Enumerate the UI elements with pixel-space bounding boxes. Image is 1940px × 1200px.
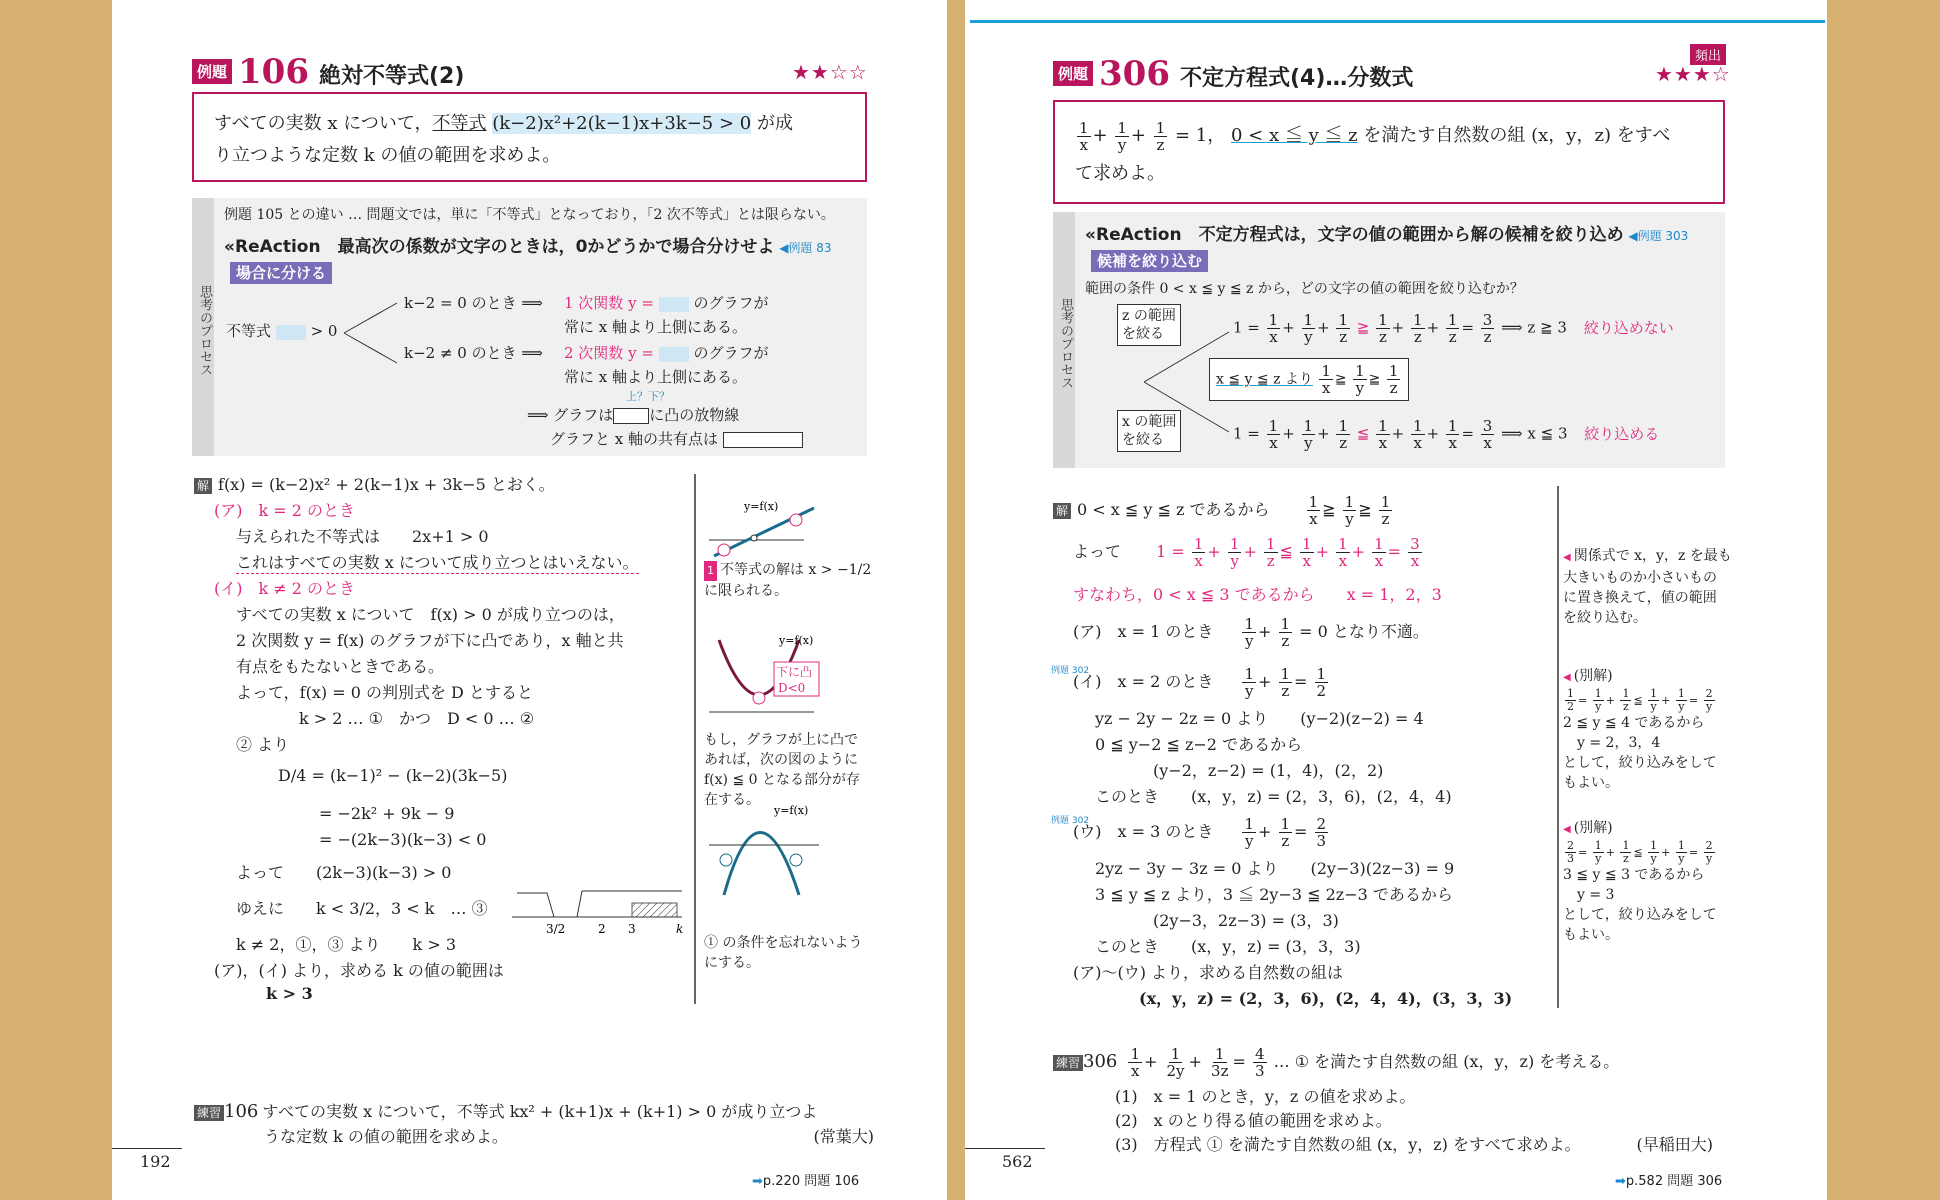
- practice-l1: すべての実数 x について，不等式 kx² + (k+1)x + (k+1) > 0 が成り立つよ: [262, 1102, 818, 1121]
- process-tag-row: [230, 262, 332, 283]
- frac: $\frac{4}{3}$: [1255, 1045, 1265, 1080]
- page-number-rule: [112, 1148, 182, 1149]
- case2-result: [564, 342, 768, 363]
- vertical-divider: [1557, 486, 1559, 1008]
- case2-result-c: 常に x 軸より上側にある。: [564, 368, 747, 386]
- thinking-process: [192, 198, 867, 456]
- n3d: もよい。: [1563, 927, 1619, 943]
- frac: $\frac{1}{x}$: [1130, 1045, 1141, 1080]
- n2b: y = 2，3，4: [1577, 735, 1661, 751]
- footer-ref-text: p.220 問題 106: [762, 1174, 860, 1189]
- page-number-rule: [965, 1148, 1045, 1149]
- graph3-label: y=f(x): [774, 804, 809, 817]
- practice-l2: うな定数 k の値の範囲を求めよ。: [264, 1127, 508, 1146]
- ineq-text: 不等式: [226, 322, 272, 340]
- problem-box: [1053, 100, 1725, 204]
- sol-l17: k ≠ 2，①，③ より k > 3: [236, 935, 456, 954]
- sol-l6: すべての実数 x について f(x) > 0 が成り立つのは，: [236, 605, 625, 624]
- sol-l12: 3 ≦ y ≦ z より，3 ≦ 2y−3 ≦ 2z−3 であるから: [1095, 885, 1453, 904]
- sol-l15: (ア)～(ウ) より，求める自然数の組は: [1073, 963, 1344, 982]
- sol-l14: = −(2k−3)(k−3) < 0: [319, 830, 487, 849]
- problem-expression: (k−2)x²+2(k−1)x+3k−5 > 0: [492, 113, 752, 134]
- reaction-line: [1085, 220, 1688, 245]
- solution-tag: 解: [1053, 503, 1071, 519]
- frac-1-x: $\frac{1}{x}$: [1079, 118, 1089, 154]
- practice-source: (常葉大): [813, 1127, 874, 1146]
- process-question: 範囲の条件 0 < x ≦ y ≦ z から，どの文字の値の範囲を絞り込むか？: [1085, 281, 1524, 297]
- bottom-result: ⟹ x ≦ 3: [1501, 424, 1568, 443]
- top-equation: 1 = $\frac{1}{x}$ + $\frac{1}{y}$ + $\frac{1}{z}$ ≧ $\frac{1}{z}$ + $\frac{1}{z}$ + $\frac{1}{z}$ = $\frac{3}{z}$ ⟹ z ≧ 3 絞り込めない: [1233, 311, 1674, 346]
- case2-res-a: 2 次関数 y =: [564, 344, 654, 362]
- sol-l19: k > 3: [266, 984, 313, 1003]
- footer-ref-text: p.582 問題 306: [1625, 1174, 1723, 1189]
- example-header: [1053, 54, 1413, 94]
- graph-cond1-text: ⟹ グラフは: [527, 406, 614, 424]
- frac: $\frac{1}{z}$: [1338, 417, 1348, 452]
- practice-num: 106: [224, 1101, 259, 1122]
- sol-l13: = −2k² + 9k − 9: [319, 804, 455, 823]
- frac: $\frac{1}{x}$: [1413, 417, 1423, 452]
- frac: $\frac{2}{3}$: [1567, 839, 1574, 865]
- side-note-3: ◀ (別解) $\frac{2}{3}$ = $\frac{1}{y}$ + $\frac{1}{z}$ ≦ $\frac{1}{y}$ + $\frac{1}{y}$ = $\frac{2}{y}$ 3 ≦ y ≦ 3 であるから y = 3 として，絞り込みをして もよい。: [1563, 820, 1717, 943]
- sol-l15: よって (2k−3)(k−3) > 0: [236, 863, 452, 882]
- practice-q3-text: (3) 方程式 ① を満たす自然数の組 (x，y，z) をすべて求めよ。: [1115, 1135, 1581, 1154]
- top-result: ⟹ z ≧ 3: [1501, 318, 1567, 337]
- side-note-2: [704, 730, 860, 810]
- frac: $\frac{1}{y}$: [1244, 665, 1254, 700]
- frac: $\frac{3}{x}$: [1410, 535, 1420, 570]
- sol-l6: yz − 2y − 2z = 0 より (y−2)(z−2) = 4: [1095, 709, 1424, 728]
- sol-line-5: (イ) x = 2 のとき $\frac{1}{y}$ + $\frac{1}{z}$ = $\frac{1}{2}$: [1073, 665, 1327, 700]
- practice-l1: … ① を満たす自然数の組 (x，y，z) を考える。: [1273, 1052, 1620, 1071]
- n3b: y = 3: [1577, 887, 1615, 903]
- frac: $\frac{1}{x}$: [1193, 535, 1204, 570]
- branch-lines: [342, 298, 402, 368]
- sol-l4b: = 0 となり不適。: [1299, 622, 1429, 641]
- z-box1: z の範囲: [1122, 308, 1176, 324]
- n1d: を絞り込む。: [1563, 610, 1647, 626]
- example-tag: 例題: [1053, 61, 1093, 86]
- frac: $\frac{3}{x}$: [1482, 417, 1493, 452]
- frac: $\frac{1}{z}$: [1280, 615, 1291, 650]
- frac: $\frac{1}{x}$: [1268, 311, 1279, 346]
- sol-l8: 有点をもたないときである。: [236, 657, 445, 676]
- right-page: [965, 0, 1827, 1200]
- graph1-label: y=f(x): [744, 500, 779, 513]
- top-blue-rule: [970, 20, 1825, 23]
- reaction-text: «ReAction 不定方程式は，文字の値の範囲から解の候補を絞り込め: [1085, 225, 1624, 245]
- case1: k−2 = 0 のとき ⟹: [404, 294, 543, 312]
- practice-q2: (2) x のとり得る値の範囲を求めよ。: [1115, 1111, 1392, 1130]
- note1b: に限られる。: [704, 583, 788, 599]
- example-header: [192, 52, 464, 92]
- sol-l5: (イ) x = 2 のとき: [1073, 672, 1214, 691]
- note3b: にする。: [704, 955, 760, 971]
- sol-l9: よって，f(x) = 0 の判別式を D とすると: [236, 683, 533, 702]
- mid-box: x ≦ y ≦ z より $\frac{1}{x}$ ≧ $\frac{1}{y}$ ≧ $\frac{1}{z}$: [1209, 358, 1409, 401]
- frac: $\frac{1}{y}$: [1244, 815, 1254, 850]
- solution-block: [194, 470, 694, 1030]
- practice-num: 306: [1083, 1051, 1118, 1072]
- note2d: 在する。: [704, 792, 760, 808]
- side-note-2: ◀ (別解) $\frac{1}{2}$ = $\frac{1}{y}$ + $\frac{1}{z}$ ≦ $\frac{1}{y}$ + $\frac{1}{y}$ = $\frac{2}{y}$ 2 ≦ y ≦ 4 であるから y = 2，3，4 として，絞り込みをして もよい。: [1563, 668, 1717, 791]
- blank-box: [659, 297, 689, 312]
- reaction-ref[interactable]: ◀例題 83: [779, 241, 832, 255]
- frac: $\frac{1}{x}$: [1338, 535, 1348, 570]
- sol-line-10: (ウ) x = 3 のとき $\frac{1}{y}$ + $\frac{1}{z}$ = $\frac{2}{3}$: [1073, 815, 1327, 850]
- frac: $\frac{3}{z}$: [1482, 311, 1493, 346]
- practice-q1: (1) x = 1 のとき，y，z の値を求めよ。: [1115, 1087, 1416, 1106]
- frac: $\frac{1}{z}$: [1338, 311, 1348, 346]
- practice-tag: 練習: [194, 1105, 224, 1121]
- frac: $\frac{1}{y}$: [1244, 615, 1254, 650]
- frac: $\frac{2}{y}$: [1705, 687, 1713, 713]
- sol-l16: (x，y，z) = (2，3，6)，(2，4，4)，(3，3，3): [1139, 989, 1513, 1008]
- problem-box: [192, 92, 867, 182]
- reaction-line: [224, 232, 832, 257]
- problem-text: り立つような定数 k の値の範囲を求めよ。: [214, 145, 561, 166]
- bottom-equation: 1 = $\frac{1}{x}$ + $\frac{1}{y}$ + $\frac{1}{z}$ ≦ $\frac{1}{x}$ + $\frac{1}{x}$ + $\frac{1}{x}$ = $\frac{3}{x}$ ⟹ x ≦ 3 絞り込める: [1233, 417, 1660, 452]
- sol-l16: ゆえに k < 3/2，3 < k … ③: [236, 899, 488, 918]
- graph-cond2: [550, 428, 803, 449]
- sol-line-1: [194, 472, 555, 495]
- n2d: もよい。: [1563, 775, 1619, 791]
- frac: $\frac{1}{2}$: [1567, 687, 1574, 713]
- blank-box: [276, 325, 306, 340]
- case1-res-b: のグラフが: [693, 294, 769, 312]
- example-title: 不定方程式(4)…分数式: [1180, 66, 1414, 91]
- example-number: 106: [238, 52, 309, 92]
- page-number: 562: [1002, 1152, 1033, 1171]
- practice-q3: [1053, 1133, 1713, 1157]
- frac: $\frac{1}{z}$: [1622, 687, 1630, 713]
- problem-rest: を満たす自然数の組 (x，y，z) をすべ: [1363, 125, 1671, 146]
- sol-l7: 2 次関数 y = f(x) のグラフが下に凸であり，x 軸と共: [236, 631, 624, 650]
- blank-box: [723, 432, 803, 448]
- sol-l2: (ア) k = 2 のとき: [214, 501, 356, 520]
- n3-title: (別解): [1573, 820, 1613, 836]
- case2-res-b: のグラフが: [693, 344, 769, 362]
- frac: $\frac{1}{x}$: [1378, 417, 1388, 452]
- process-tag-row: [1091, 250, 1208, 271]
- frac: $\frac{1}{z}$: [1378, 311, 1388, 346]
- sol-line-1: 解 0 < x ≦ y ≦ z であるから $\frac{1}{x}$ ≧ $\frac{1}{y}$ ≧ $\frac{1}{z}$: [1053, 494, 1394, 527]
- frac: $\frac{1}{y}$: [1229, 535, 1240, 570]
- n2c: として，絞り込みをして: [1563, 755, 1717, 771]
- note2b: あれば，次の図のように: [704, 752, 858, 768]
- solution-tag: 解: [194, 478, 212, 494]
- graph2-box1: 下に凸: [776, 665, 813, 679]
- process-tab: 思考のプロセス: [192, 198, 214, 456]
- n2a: 2 ≦ y ≦ 4 であるから: [1563, 715, 1705, 731]
- note-badge: 1: [704, 561, 717, 581]
- frac: $\frac{1}{y}$: [1677, 687, 1685, 713]
- number-line: [512, 885, 692, 945]
- practice-block: [1053, 1040, 1713, 1157]
- frac: $\frac{1}{y}$: [1650, 687, 1658, 713]
- sol-l2a: よって: [1073, 542, 1122, 561]
- n1a: 関係式で x，y，z を最も: [1573, 548, 1732, 564]
- footer-ref[interactable]: ➡p.582 問題 306: [1615, 1174, 1723, 1189]
- frac: $\frac{1}{2y}$: [1166, 1045, 1185, 1080]
- frac: $\frac{1}{y}$: [1594, 687, 1602, 713]
- updown-label: 上？下？: [626, 390, 670, 403]
- page-number: 192: [140, 1152, 171, 1171]
- problem-line1: $\frac{1}{x}$ + $\frac{1}{y}$ + $\frac{1}{z}$ = 1， 0 < x ≦ y ≦ z を満たす自然数の組 (x，y，z) をすべ: [1079, 118, 1671, 154]
- x-box2: を絞る: [1122, 432, 1164, 448]
- case1-result-c: 常に x 軸より上側にある。: [564, 318, 747, 336]
- side-note-1: ◀ 関係式で x，y，z を最も 大きいものか小さいもの に置き換えて，値の範囲 を絞り込む。: [1563, 548, 1732, 626]
- graph-cond2-text: グラフと x 軸の共有点は: [550, 430, 718, 448]
- reaction-text: «ReAction 最高次の係数が文字のときは，0かどうかで場合分けせよ: [224, 237, 775, 257]
- sol-line-4: (ア) x = 1 のとき $\frac{1}{y}$ + $\frac{1}{z}$ = 0 となり不適。: [1073, 615, 1429, 650]
- frac: $\frac{1}{z}$: [1413, 311, 1423, 346]
- frac: $\frac{1}{3z}$: [1211, 1045, 1229, 1080]
- side-note-3: [704, 933, 862, 973]
- frac: $\frac{1}{y}$: [1303, 311, 1314, 346]
- sol-l1: f(x) = (k−2)x² + 2(k−1)x + 3k−5 とおく。: [218, 475, 555, 494]
- graph-cond1: [527, 404, 739, 425]
- blank-box: [659, 347, 689, 362]
- case1-result: [564, 292, 768, 313]
- practice-source: (早稲田大): [1636, 1135, 1713, 1154]
- footer-ref[interactable]: ➡p.220 問題 106: [752, 1174, 860, 1189]
- case2: k−2 ≠ 0 のとき ⟹: [404, 344, 543, 362]
- frac: $\frac{1}{y}$: [1355, 362, 1365, 397]
- process-tab: 思考のプロセス: [1053, 212, 1075, 468]
- sol-l11: 2yz − 3y − 3z = 0 より (2y−3)(2z−3) = 9: [1095, 859, 1455, 878]
- frac: $\frac{1}{z}$: [1622, 839, 1630, 865]
- note2c: f(x) ≦ 0 となる部分が存: [704, 772, 860, 788]
- frac: $\frac{1}{2}$: [1316, 665, 1327, 700]
- reaction-ref[interactable]: ◀例題 303: [1628, 229, 1689, 243]
- example-number: 306: [1099, 54, 1170, 94]
- frac: $\frac{1}{x}$: [1447, 417, 1458, 452]
- sol-l13: (2y−3，2z−3) = (3，3): [1153, 911, 1339, 930]
- sol-l1: 0 < x ≦ y ≦ z であるから: [1077, 500, 1270, 519]
- frac: $\frac{1}{z}$: [1388, 362, 1399, 397]
- frac: $\frac{1}{z}$: [1447, 311, 1458, 346]
- solution-block: [1053, 486, 1563, 1016]
- n1c: に置き換えて，値の範囲: [1563, 590, 1717, 606]
- sol-l4: これはすべての実数 x について成り立つとはいえない。: [236, 550, 639, 574]
- practice-line1: [194, 1100, 874, 1125]
- sol-l11: ② より: [236, 735, 290, 754]
- ineq-gt: > 0: [310, 322, 338, 340]
- graph-up-convex: [704, 800, 824, 900]
- example-tag: 例題: [192, 59, 232, 84]
- sol-l3: すなわち，0 < x ≦ 3 であるから x = 1，2，3: [1073, 585, 1442, 604]
- case1-res-a: 1 次関数 y =: [564, 294, 654, 312]
- ref-tag-302[interactable]: 例題 302: [1051, 816, 1090, 826]
- mid-text: x ≦ y ≦ z より: [1216, 371, 1313, 388]
- difficulty-stars: ★★☆☆: [792, 60, 868, 84]
- problem-eq: = 1，: [1175, 125, 1226, 146]
- frac: $\frac{1}{z}$: [1280, 815, 1291, 850]
- nl-label-c: 3: [628, 922, 636, 936]
- graph-down-convex: [704, 630, 824, 725]
- frac: $\frac{1}{y}$: [1303, 417, 1314, 452]
- note3a: ① の条件を忘れないよう: [704, 935, 863, 951]
- blank-box: [613, 408, 649, 424]
- sol-l9: このとき (x，y，z) = (2，3，6)，(2，4，4): [1095, 787, 1452, 806]
- nl-label-b: 2: [598, 922, 606, 936]
- x-box1: x の範囲: [1122, 414, 1177, 430]
- frac-1-z: $\frac{1}{z}$: [1155, 118, 1166, 154]
- graph-linear: [704, 498, 819, 558]
- frac: $\frac{1}{x}$: [1302, 535, 1312, 570]
- frac: $\frac{1}{y}$: [1594, 839, 1602, 865]
- sol-l3: 与えられた不等式は 2x+1 > 0: [236, 527, 489, 546]
- thinking-process: [1053, 212, 1725, 468]
- frac: $\frac{1}{z}$: [1280, 665, 1291, 700]
- frac: $\frac{1}{x}$: [1308, 493, 1319, 528]
- sol-l14: このとき (x，y，z) = (3，3，3): [1095, 937, 1361, 956]
- nl-label-a: 3/2: [546, 922, 566, 936]
- frac: $\frac{1}{x}$: [1268, 417, 1279, 452]
- frac: $\frac{1}{z}$: [1265, 535, 1276, 570]
- practice-block: [194, 1100, 874, 1149]
- sol-l10: k > 2 … ① かつ D < 0 … ②: [299, 709, 535, 728]
- sol-l10: (ウ) x = 3 のとき: [1073, 822, 1214, 841]
- process-diff: 例題 105 との違い … 問題文では，単に「不等式」となっており，「2 次不等式」とは限らない。: [224, 207, 835, 223]
- sol-l18: (ア)，(イ) より，求める k の値の範囲は: [214, 961, 504, 980]
- n3a: 3 ≦ y ≦ 3 であるから: [1563, 867, 1705, 883]
- frac: $\frac{2}{y}$: [1705, 839, 1713, 865]
- problem-keyword: 不等式: [432, 113, 487, 134]
- graph2-label: y=f(x): [779, 634, 814, 647]
- problem-line2: て求めよ。: [1075, 163, 1165, 184]
- graph-cond1-text-b: に凸の放物線: [649, 406, 740, 424]
- practice-line1: 練習 306 $\frac{1}{x}$ + $\frac{1}{2y}$ + $\frac{1}{3z}$ = $\frac{4}{3}$ … ① を満たす自然数の組 (x，y，z) を考える。: [1053, 1040, 1713, 1085]
- ineq-label: [226, 320, 337, 341]
- z-box2: を絞る: [1122, 326, 1164, 342]
- frac: $\frac{1}{y}$: [1650, 839, 1658, 865]
- nl-label-k: k: [676, 922, 684, 936]
- side-note-1: [704, 560, 871, 601]
- frac: $\frac{1}{x}$: [1374, 535, 1384, 570]
- sol-line-2: よって 1 = $\frac{1}{x}$ + $\frac{1}{y}$ + $\frac{1}{z}$ ≦ $\frac{1}{x}$ + $\frac{1}{x}$ + $\frac{1}{x}$ = $\frac{3}{x}$: [1073, 535, 1420, 570]
- n2-title: (別解): [1573, 668, 1613, 684]
- ref-tag-302[interactable]: 例題 302: [1051, 666, 1090, 676]
- process-tag: 場合に分ける: [230, 262, 332, 284]
- frequent-badge: 頻出: [1690, 44, 1726, 65]
- bottom-note: 絞り込める: [1584, 424, 1660, 443]
- frac-1-y: $\frac{1}{y}$: [1117, 118, 1127, 154]
- problem-text: が成: [756, 113, 793, 134]
- sol-l12: D/4 = (k−1)² − (k−2)(3k−5): [278, 766, 508, 785]
- frac: $\frac{1}{y}$: [1344, 493, 1355, 528]
- left-page: [112, 0, 947, 1200]
- sol-l5: (イ) k ≠ 2 のとき: [214, 579, 356, 598]
- practice-line2: [194, 1125, 874, 1149]
- vertical-divider: [694, 474, 696, 1004]
- difficulty-stars: ★★★☆: [1655, 62, 1731, 86]
- top-note: 絞り込めない: [1583, 318, 1674, 337]
- note2a: もし，グラフが上に凸で: [704, 732, 858, 748]
- frac: $\frac{1}{y}$: [1677, 839, 1685, 865]
- example-title: 絶対不等式(2): [319, 64, 465, 89]
- process-tag: 候補を絞り込む: [1091, 250, 1208, 272]
- note1a: 不等式の解は x > −1/2: [720, 562, 872, 578]
- frac: $\frac{1}{z}$: [1380, 493, 1391, 528]
- problem-text: すべての実数 x について，: [214, 113, 433, 134]
- graph2-box2: D<0: [778, 681, 806, 695]
- practice-tag: 練習: [1053, 1055, 1083, 1071]
- sol-l4: (ア) x = 1 のとき: [1073, 622, 1214, 641]
- problem-cond: 0 < x ≦ y ≦ z: [1231, 125, 1358, 146]
- frac: $\frac{2}{3}$: [1316, 815, 1327, 850]
- frac: $\frac{1}{x}$: [1321, 362, 1331, 397]
- sol-l7: 0 ≦ y−2 ≦ z−2 であるから: [1095, 735, 1303, 754]
- n3c: として，絞り込みをして: [1563, 907, 1717, 923]
- sol-l8: (y−2，z−2) = (1，4)，(2，2): [1153, 761, 1384, 780]
- n1b: 大きいものか小さいもの: [1563, 570, 1717, 586]
